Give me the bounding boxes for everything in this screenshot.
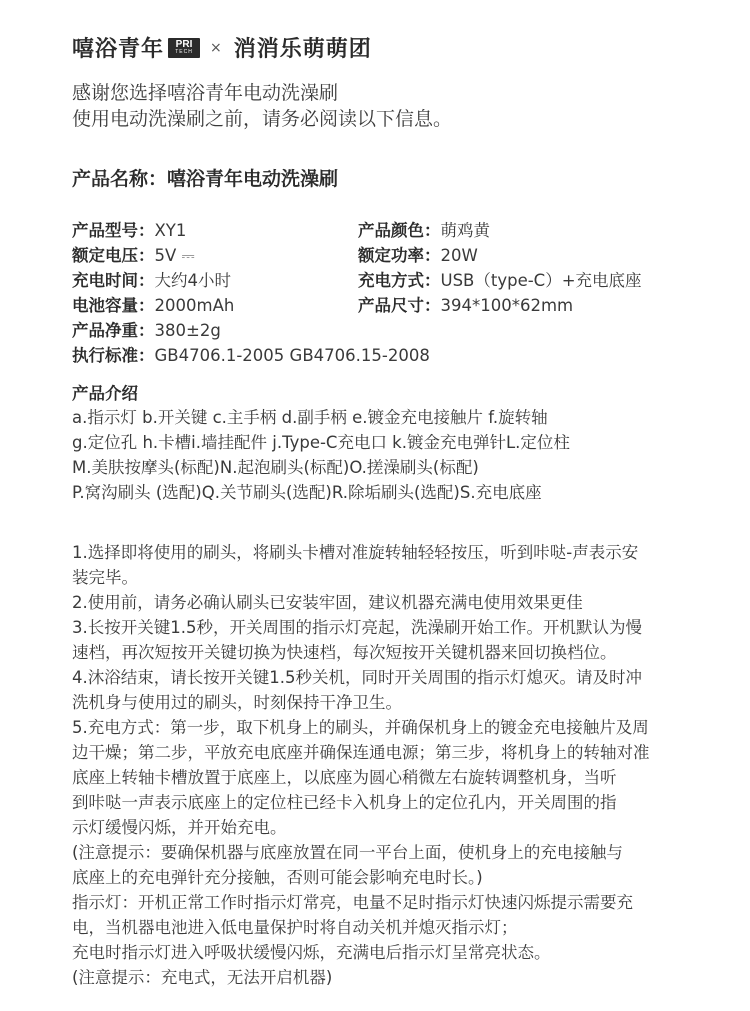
spec-row: [72, 218, 712, 243]
partner-name: 消消乐萌萌团: [233, 37, 372, 62]
spec-row: [72, 343, 712, 368]
instruction-line: (注意提示：要确保机器与底座放置在同一平台上面，使机身上的充电接触与: [72, 843, 623, 862]
instructions-body: [72, 540, 692, 990]
spec-label: 产品型号：: [72, 221, 155, 240]
parts-list: [72, 405, 570, 505]
instruction-line: 装完毕。: [72, 568, 138, 587]
product-intro-heading: 产品介绍: [72, 384, 138, 403]
spec-label: 产品颜色：: [358, 221, 441, 240]
spec-table: [72, 218, 712, 368]
spec-value: 20W: [440, 246, 478, 265]
pritech-logo: PRI TECH: [168, 38, 200, 58]
spec-value: 394*100*62mm: [440, 296, 574, 315]
spec-row: [72, 318, 712, 343]
intro-text: [72, 80, 452, 132]
spec-value: 5V ⎓: [154, 246, 195, 265]
spec-value: 萌鸡黄: [440, 221, 490, 240]
instruction-line: 示灯缓慢闪烁，并开始充电。: [72, 818, 287, 837]
instruction-line: (注意提示：充电式，无法开启机器): [72, 968, 333, 987]
instruction-line: 4.沐浴结束，请长按开关键1.5秒关机，同时开关周围的指示灯熄灭。请及时冲: [72, 668, 642, 687]
spec-label: 充电时间：: [72, 271, 155, 290]
spec-row: [72, 293, 712, 318]
spec-value: 380±2g: [154, 321, 221, 340]
instruction-line: 1.选择即将使用的刷头，将刷头卡槽对准旋转轴轻轻按压，听到咔哒-声表示安: [72, 543, 639, 562]
spec-label: 额定电压：: [72, 246, 155, 265]
instruction-line: 洗机身与使用过的刷头，时刻保持干净卫生。: [72, 693, 402, 712]
intro-line: 使用电动洗澡刷之前，请务必阅读以下信息。: [72, 108, 453, 130]
spec-label: 产品净重：: [72, 321, 155, 340]
brand-name: 嘻浴青年: [72, 37, 165, 62]
instruction-line: 底座上转轴卡槽放置于底座上，以底座为圆心稍微左右旋转调整机身，当听: [72, 768, 617, 787]
spec-label: 电池容量：: [72, 296, 155, 315]
spec-label: 额定功率：: [358, 246, 441, 265]
spec-value: USB（type-C）+充电底座: [440, 271, 642, 290]
parts-line: a.指示灯 b.开关键 c.主手柄 d.副手柄 e.镀金充电接触片 f.旋转轴: [72, 408, 548, 427]
instruction-line: 速档，再次短按开关键切换为快速档，每次短按开关键机器来回切换档位。: [72, 643, 617, 662]
instruction-line: 充电时指示灯进入呼吸状缓慢闪烁，充满电后指示灯呈常亮状态。: [72, 943, 551, 962]
spec-label: 产品尺寸：: [358, 296, 441, 315]
instruction-line: 底座上的充电弹针充分接触，否则可能会影响充电时长。): [72, 868, 483, 887]
parts-line: M.美肤按摩头(标配)N.起泡刷头(标配)O.搓澡刷头(标配): [72, 458, 479, 477]
spec-value: XY1: [154, 221, 187, 240]
spec-label: 执行标准：: [72, 346, 155, 365]
collab-cross: ×: [210, 39, 222, 56]
instruction-line: 2.使用前，请务必确认刷头已安装牢固，建议机器充满电使用效果更佳: [72, 593, 583, 612]
instruction-line: 到咔哒一声表示底座上的定位柱已经卡入机身上的定位孔内，开关周围的指: [72, 793, 617, 812]
spec-row: [72, 268, 712, 293]
spec-label: 充电方式：: [358, 271, 441, 290]
instruction-line: 电，当机器电池进入低电量保护时将自动关机并熄灭指示灯；: [72, 918, 518, 937]
instruction-line: 5.充电方式：第一步，取下机身上的刷头，并确保机身上的镀金充电接触片及周: [72, 718, 649, 737]
parts-line: g.定位孔 h.卡槽i.墙挂配件 j.Type-C充电口 k.镀金充电弹针L.定位柱: [72, 433, 570, 452]
spec-value: 2000mAh: [154, 296, 235, 315]
brand-header: [72, 32, 372, 63]
product-name-heading: 产品名称：嘻浴青年电动洗澡刷: [72, 168, 339, 190]
instruction-line: 3.长按开关键1.5秒，开关周围的指示灯亮起，洗澡刷开始工作。开机默认为慢: [72, 618, 642, 637]
parts-line: P.窝沟刷头 (选配)Q.关节刷头(选配)R.除垢刷头(选配)S.充电底座: [72, 483, 542, 502]
instruction-line: 边干燥；第二步，平放充电底座并确保连通电源；第三步，将机身上的转轴对准: [72, 743, 650, 762]
spec-value: 大约4小时: [154, 271, 231, 290]
spec-value: GB4706.1-2005 GB4706.15-2008: [154, 346, 430, 365]
spec-row: [72, 243, 712, 268]
instruction-line: 指示灯：开机正常工作时指示灯常亮，电量不足时指示灯快速闪烁提示需要充: [72, 893, 633, 912]
intro-line: 感谢您选择嘻浴青年电动洗澡刷: [72, 82, 339, 104]
